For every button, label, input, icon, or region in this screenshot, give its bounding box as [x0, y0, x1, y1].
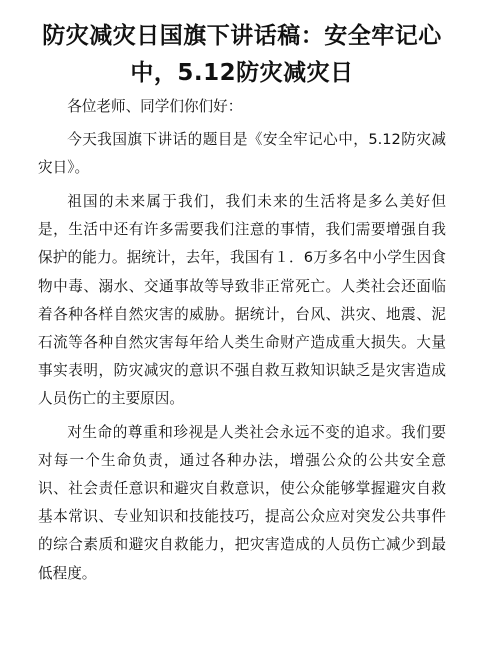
document-body — [38, 93, 446, 594]
statistics-paragraph: 祖国的未来属于我们，我们未来的生活将是多么美好但是，生活中还有许多需要我们注意的事情，我们需要增强自我保护的能力。据统计，去年，我国有１．6万多名中小学生因食物中毒、溺水、交通事故等导致非正常死亡。人类社会还面临着各种各样自然灾害的威胁。据统计，台风、洪灾、地震、泥石流等各种自然灾害每年给人类生命财产造成重大损失。大量事实表明，防灾减灾的意识不强自救互救知识缺乏是灾害造成人员伤亡的主要原因。 — [38, 193, 446, 407]
document-title: 防灾减灾日国旗下讲话稿：安全牢记心中，5.12防灾减灾日 — [42, 23, 442, 86]
responsibility-paragraph: 对生命的尊重和珍视是人类社会永远不变的追求。我们要对每一个生命负责，通过各种办法，增强公众的公共安全意识、社会责任意识和避灾自救意识，使公众能够掌握避灾自救基本常识、专业知识和技能技巧，提高公众应对突发公共事件的综合素质和避灾自救能力，把灾害造成的人员伤亡减少到最低程度。 — [38, 424, 446, 582]
salutation-paragraph: 各位老师、同学们你们好： — [67, 98, 243, 115]
topic-paragraph: 今天我国旗下讲话的题目是《安全牢记心中，5.12防灾减灾日》。 — [38, 131, 446, 177]
